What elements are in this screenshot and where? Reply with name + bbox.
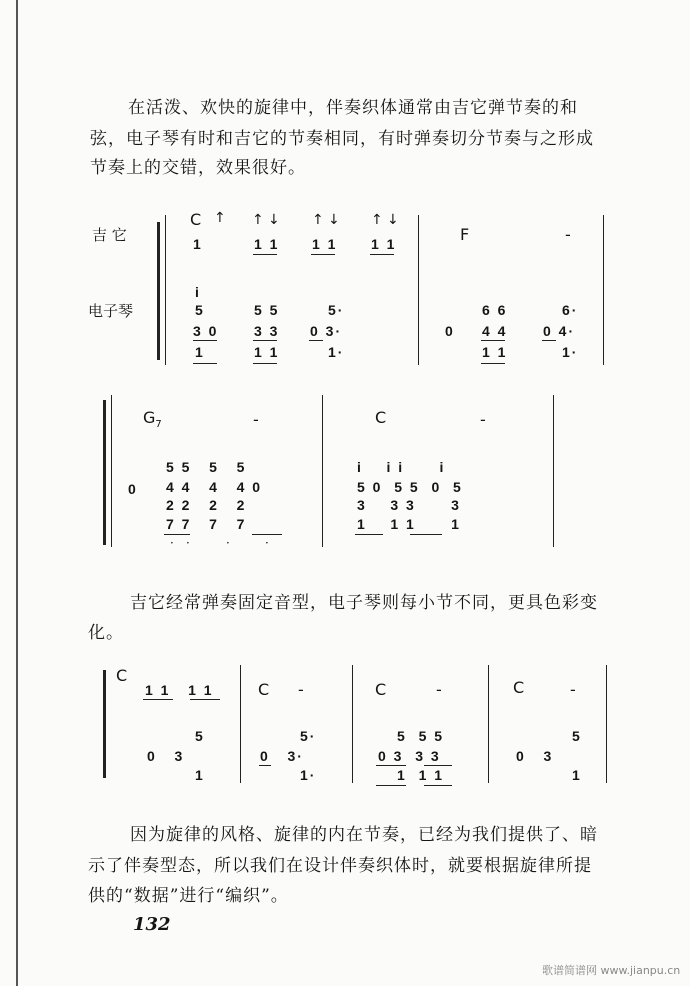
organ-note: 1 (195, 767, 205, 783)
chord-symbol-c: C (375, 408, 387, 427)
chord-symbol-c: C (258, 680, 270, 699)
chord-symbol-c: C (375, 680, 387, 699)
sustain-dash: - (570, 680, 576, 699)
beam-line (143, 699, 173, 700)
beam-line (309, 340, 323, 341)
organ-note: 1 1 (254, 344, 280, 360)
organ-note: 5· (300, 728, 317, 744)
organ-note: i (195, 284, 201, 300)
paragraph-3-line-3: 供的“数据”进行“编织”。 (88, 886, 289, 906)
chord-symbol-c: C (190, 210, 202, 229)
organ-note: 1· (328, 344, 345, 360)
bar-line (488, 665, 489, 783)
chord-symbol-c: C (513, 678, 525, 697)
beam-line (253, 363, 277, 364)
beam-line (190, 699, 220, 700)
organ-note: 1· (300, 767, 317, 783)
organ-note: 5 (572, 728, 582, 744)
label-organ: 电子琴 (88, 302, 134, 320)
system-bracket (103, 400, 106, 545)
beam-line (376, 765, 406, 766)
low-octave-dot: · (186, 536, 190, 550)
low-octave-dot: · (226, 536, 230, 550)
guitar-beat: 1 (193, 236, 203, 252)
system-bracket (157, 222, 160, 360)
chord-symbol-c: C (116, 666, 128, 685)
organ-note: 0 3 (147, 748, 185, 764)
low-octave-dot: · (265, 536, 269, 550)
paragraph-1-line-1: 在活泼、欢快的旋律中，伴奏织体通常由吉它弹节奏的和 (128, 98, 578, 118)
beam-line (355, 534, 383, 535)
bar-line (165, 215, 166, 365)
organ-chord-row: 5 5 5 5 (166, 459, 247, 475)
organ-note: 5· (328, 302, 345, 318)
beam-line (164, 534, 190, 535)
strum-down-icon: ↓ (328, 212, 340, 228)
paragraph-1-line-2: 弦，电子琴有时和吉它的节奏相同，有时弹奏切分节奏与之形成 (90, 129, 594, 149)
guitar-beat: 1 1 (254, 236, 280, 252)
sustain-dash: - (480, 410, 486, 429)
beam-line (311, 254, 335, 255)
organ-chord-row: 7 7 7 7 (166, 516, 247, 532)
beam-line (259, 765, 271, 766)
paragraph-1-line-3: 节奏上的交错，效果很好。 (90, 158, 306, 178)
bar-line (352, 665, 353, 783)
beam-line (253, 254, 277, 255)
beam-line (193, 363, 217, 364)
beam-line (370, 254, 394, 255)
organ-chord-row: 4 4 4 4 0 (166, 479, 263, 495)
beam-line (410, 534, 442, 535)
organ-note: 5 5 (254, 302, 280, 318)
organ-note: 6· (562, 302, 579, 318)
page-number: 132 (133, 914, 171, 935)
organ-note: 0 3 (516, 748, 554, 764)
sustain-dash: - (436, 680, 442, 699)
beam-line (481, 340, 505, 341)
organ-note: 5 (195, 728, 205, 744)
paragraph-2-line-1: 吉它经常弹奏固定音型，电子琴则每小节不同，更具色彩变 (130, 593, 598, 613)
low-octave-dot: · (170, 536, 174, 550)
organ-note: 0 (445, 323, 455, 339)
guitar-beat: 1 1 (312, 236, 338, 252)
bar-line (322, 395, 323, 547)
organ-note: 4 4 (482, 323, 508, 339)
organ-chord-row: i i i i (357, 459, 446, 475)
organ-note: 0 4· (543, 323, 576, 339)
organ-chord-row: 2 2 2 2 (166, 497, 247, 513)
chord-symbol-g7: $G_7$ (143, 408, 162, 431)
organ-chord-row: 3 3 3 3 (357, 497, 461, 513)
organ-chord-row: 1 1 1 1 (357, 516, 461, 532)
organ-note: 5 5 5 (397, 728, 445, 744)
beam-line (376, 785, 406, 786)
organ-note: 1· (562, 344, 579, 360)
organ-chord-row: 5 0 5 5 0 5 (357, 479, 463, 495)
organ-note: 3 3 (254, 323, 280, 339)
organ-note: 3 0 (193, 323, 219, 339)
guitar-beat: 1 1 (371, 236, 397, 252)
sustain-dash: - (565, 225, 571, 244)
organ-note: 0 3 3 3 (378, 748, 441, 764)
beam-line (253, 340, 277, 341)
bar-line (111, 395, 112, 547)
organ-note: 1 1 (482, 344, 508, 360)
organ-note: 0 3· (310, 323, 343, 339)
beam-line (424, 765, 452, 766)
page-edge-line (16, 0, 18, 986)
strum-up-icon: ↑ (214, 210, 226, 226)
organ-note: 6 6 (482, 302, 508, 318)
sustain-dash: - (253, 410, 259, 429)
beam-line (424, 785, 452, 786)
strum-up-icon: ↑ (371, 212, 383, 228)
organ-note: 1 (572, 767, 582, 783)
beam-line (252, 534, 282, 535)
organ-note: 1 (195, 344, 205, 360)
rest-zero: 0 (128, 481, 138, 497)
guitar-beats: 1 1 1 1 (145, 682, 214, 698)
bar-line (553, 395, 554, 547)
bar-line (606, 665, 607, 783)
system-bracket (103, 670, 106, 778)
label-guitar: 吉 它 (92, 226, 127, 244)
beam-line (193, 340, 217, 341)
paragraph-2-line-2: 化。 (88, 623, 124, 643)
strum-up-icon: ↑ (252, 212, 264, 228)
paragraph-3-line-1: 因为旋律的风格、旋律的内在节奏，已经为我们提供了、暗 (130, 825, 598, 845)
beam-line (542, 340, 556, 341)
bar-line (240, 665, 241, 783)
strum-down-icon: ↓ (268, 212, 280, 228)
strum-up-icon: ↑ (312, 212, 324, 228)
sustain-dash: - (298, 680, 304, 699)
beam-line (481, 363, 505, 364)
organ-note: 1 1 1 (397, 767, 445, 783)
bar-line (418, 215, 419, 365)
bar-line (603, 215, 604, 365)
organ-note: 0 3· (260, 748, 304, 764)
strum-down-icon: ↓ (387, 212, 399, 228)
paragraph-3-line-2: 示了伴奏型态，所以我们在设计伴奏织体时，就要根据旋律所提 (88, 856, 592, 876)
chord-symbol-f: F (460, 225, 470, 244)
watermark: 歌谱简谱网 www.jianpu.cn (542, 964, 681, 977)
organ-note: 5 (195, 302, 205, 318)
